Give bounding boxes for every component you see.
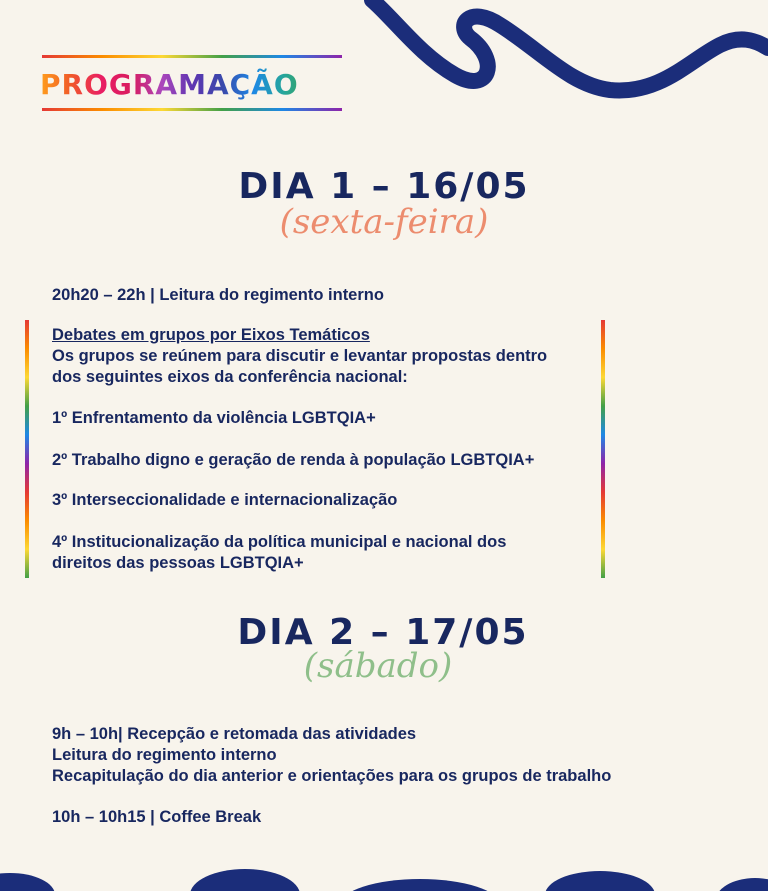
day2-line4: 10h – 10h15 | Coffee Break — [52, 808, 262, 826]
day1-subtitle: (sexta-feira) — [279, 202, 489, 242]
day1-title: DIA 1 – 16/05 — [238, 166, 530, 207]
axis-3: 3º Interseccionalidade e internacionalização — [52, 491, 398, 509]
rainbow-rule-top — [42, 55, 342, 58]
rainbow-rule-bottom — [42, 108, 342, 111]
day2-subtitle: (sábado) — [303, 646, 453, 686]
day2-line3: Recapitulação do dia anterior e orientações para os grupos de trabalho — [52, 767, 612, 785]
axis-1: 1º Enfrentamento da violência LGBTQIA+ — [52, 409, 376, 427]
rainbow-bar-left — [25, 320, 29, 578]
day1-schedule: 20h20 – 22h | Leitura do regimento interno — [52, 286, 384, 304]
page-title: PROGRAMAÇÃO — [40, 68, 345, 102]
debate-title: Debates em grupos por Eixos Temáticos — [52, 326, 370, 344]
rainbow-bar-right — [601, 320, 605, 578]
day2-line1: 9h – 10h| Recepção e retomada das atividades — [52, 725, 417, 743]
day2-line2: Leitura do regimento interno — [52, 746, 277, 764]
axis-2: 2º Trabalho digno e geração de renda à população LGBTQIA+ — [52, 451, 535, 469]
axis-4-line1: 4º Institucionalização da política municipal e nacional dos — [52, 533, 507, 551]
debate-desc-line1: Os grupos se reúnem para discutir e levantar propostas dentro — [52, 347, 548, 365]
debate-desc-line2: dos seguintes eixos da conferência nacional: — [52, 368, 408, 386]
axis-4-line2: direitos das pessoas LGBTQIA+ — [52, 554, 304, 572]
day2-title: DIA 2 – 17/05 — [237, 612, 529, 653]
